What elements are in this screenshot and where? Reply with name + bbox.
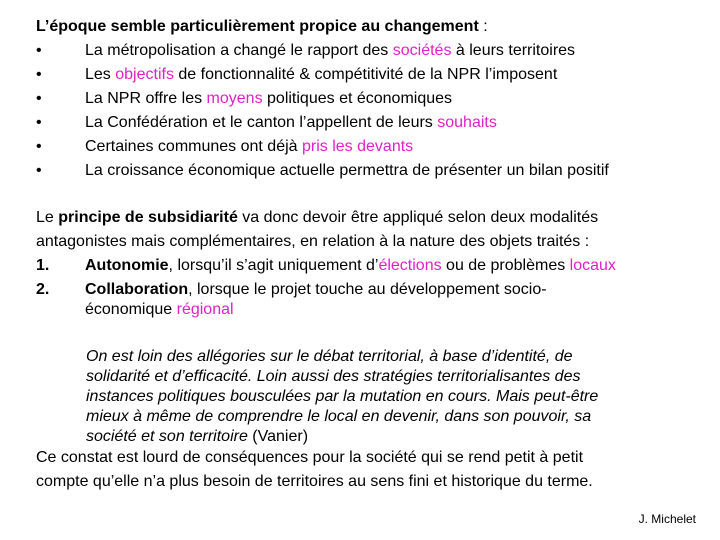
numbered-item-2-cont <box>85 300 234 320</box>
text: va donc devoir être appliqué selon deux modalités <box>237 209 599 226</box>
quote-line: solidarité et d’efficacité. Loin aussi des stratégies territorialisantes des <box>86 368 581 385</box>
numbered-item-1 <box>36 256 716 276</box>
item-number: 2. <box>36 281 50 298</box>
principle-line-2: antagonistes mais complémentaires, en relation à la nature des objets traités : <box>36 233 590 250</box>
bullet-icon: • <box>36 138 42 155</box>
bullet-text: Les <box>85 66 116 83</box>
list-item <box>36 41 716 61</box>
intro-bold: L’époque semble particulièrement propice au changement <box>36 18 479 35</box>
text: , lorsqu’il s’agit uniquement d’ <box>168 257 379 274</box>
bullet-text: de fonctionnalité & compétitivité de la NPR l’imposent <box>173 66 558 83</box>
bullet-text: La croissance économique actuelle permettra de présenter un bilan positif <box>85 162 609 179</box>
text: , lorsque le projet touche au développement socio- <box>188 281 547 298</box>
bullet-icon: • <box>36 162 42 179</box>
bullet-text: La Confédération et le canton l’appellent de leurs <box>85 114 438 131</box>
highlight: régional <box>176 301 234 318</box>
item-number: 1. <box>36 257 50 274</box>
quote-line: instances politiques bousculées par la mutation en cours. Mais peut-être <box>86 388 599 405</box>
conclusion-line: Ce constat est lourd de conséquences pour la société qui se rend petit à petit <box>36 449 584 466</box>
bullet-text: La NPR offre les <box>85 90 207 107</box>
bullet-icon: • <box>36 114 42 131</box>
highlight: objectifs <box>115 66 174 83</box>
numbered-item-2 <box>36 280 716 300</box>
principle-bold: principe de subsidiarité <box>58 209 238 226</box>
bullet-icon: • <box>36 42 42 59</box>
item-bold: Autonomie <box>85 257 169 274</box>
list-item <box>36 161 716 181</box>
highlight: moyens <box>206 90 263 107</box>
principle-line-1 <box>36 208 598 228</box>
list-item <box>36 89 716 109</box>
bullet-text: politiques et économiques <box>262 90 453 107</box>
bullet-icon: • <box>36 66 42 83</box>
bullet-text: La métropolisation a changé le rapport des <box>85 42 393 59</box>
highlight: pris les devants <box>302 138 414 155</box>
list-item <box>36 137 716 157</box>
quote-text: société et son territoire <box>86 428 248 445</box>
text: Le <box>36 209 59 226</box>
list-item <box>36 113 716 133</box>
text: économique <box>85 301 177 318</box>
quote-line <box>86 427 308 447</box>
quote-author: (Vanier) <box>247 428 309 445</box>
quote-line: On est loin des allégories sur le débat territorial, à base d’identité, de <box>86 348 573 365</box>
bullet-icon: • <box>36 90 42 107</box>
bullet-text: Certaines communes ont déjà <box>85 138 302 155</box>
intro-rest: : <box>478 18 488 35</box>
highlight: locaux <box>569 257 616 274</box>
highlight: souhaits <box>437 114 497 131</box>
conclusion-line: compte qu’elle n’a plus besoin de territoires au sens fini et historique du terme. <box>36 473 593 490</box>
item-bold: Collaboration <box>85 281 189 298</box>
highlight: sociétés <box>392 42 452 59</box>
list-item <box>36 65 716 85</box>
intro-line <box>36 17 488 37</box>
quote-line: mieux à même de comprendre le local en devenir, dans son pouvoir, sa <box>86 408 592 425</box>
highlight: élections <box>378 257 442 274</box>
text: ou de problèmes <box>441 257 570 274</box>
signature: J. Michelet <box>638 512 696 526</box>
bullet-text: à leurs territoires <box>451 42 576 59</box>
